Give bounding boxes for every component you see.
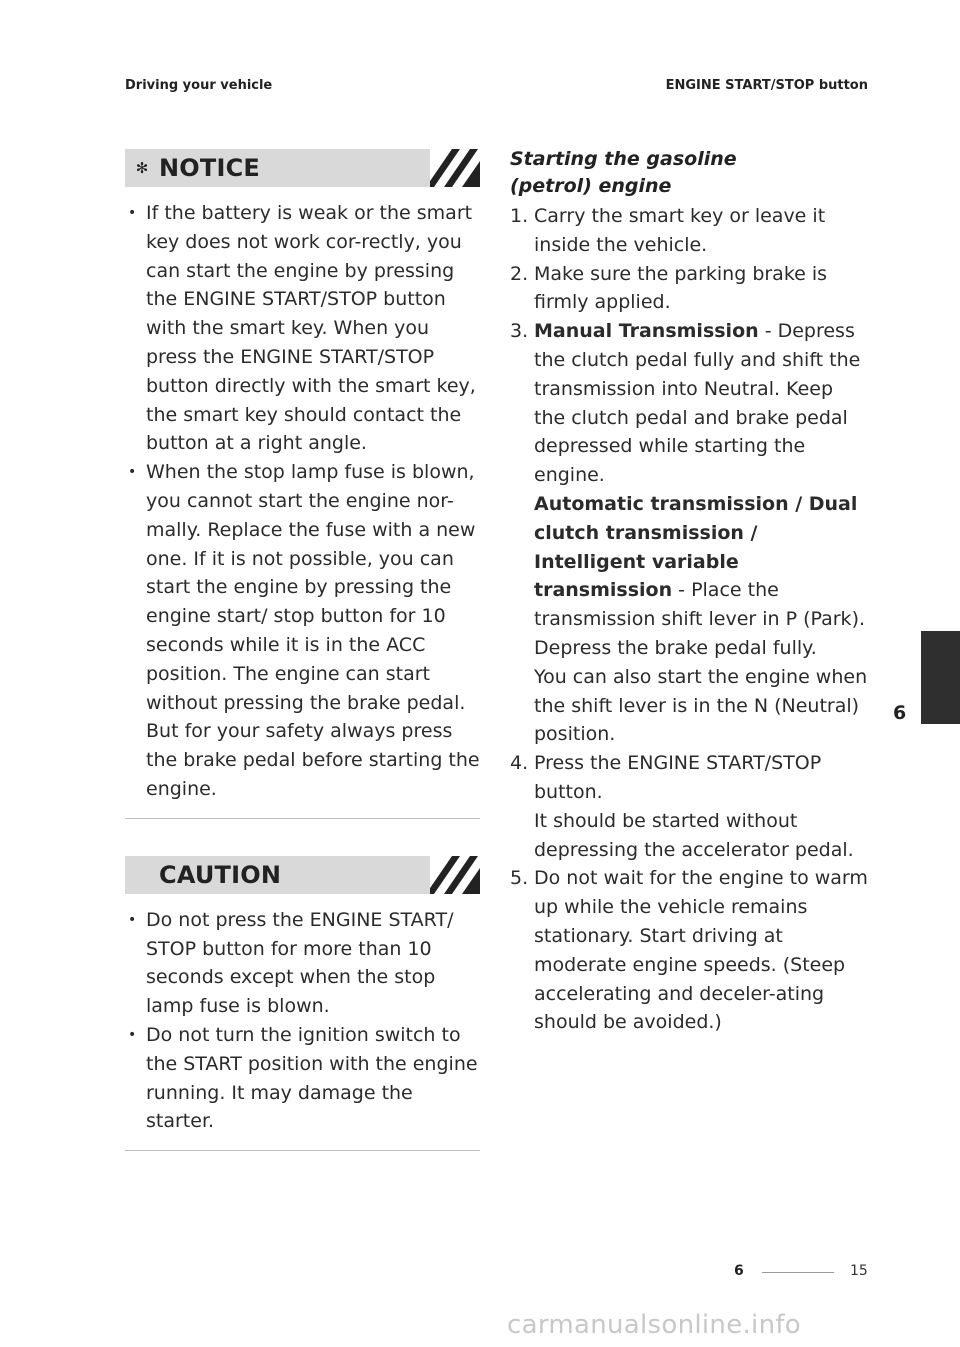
step-item: 1. Carry the smart key or leave it inside the vehicle. (510, 205, 826, 256)
banner-stripes (430, 149, 480, 187)
watermark: carmanualsonline.info (507, 1310, 802, 1340)
running-header-topic: ENGINE START/STOP button (665, 78, 868, 93)
running-header-section: Driving your vehicle (125, 78, 273, 93)
footer-divider (762, 1272, 834, 1273)
chapter-tab (921, 631, 960, 724)
banner-stripes (430, 856, 480, 894)
notice-title: NOTICE (159, 154, 260, 182)
caution-list (125, 906, 480, 1136)
caution-box (125, 856, 480, 1151)
list-item: • Do not turn the ignition switch to the START position with the engine running. It may damage the starter. (128, 1023, 478, 1133)
notice-banner (125, 149, 480, 187)
step-item: 5. Do not wait for the engine to warm up while the vehicle remains stationary. Start driving at moderate engine speeds. (Steep accelerating and deceler-ating should be avoided.) (510, 867, 868, 1034)
list-item: • When the stop lamp fuse is blown, you cannot start the engine nor-mally. Replace the fuse with a new one. If it is not possible, you can start the engine by pressing the engine start/ stop button for 10 seconds while it is in the ACC position. The engine can start without pressing the brake pedal. But for your safety always press the brake pedal before starting the engine. (128, 461, 480, 800)
step-item: 2. Make sure the parking brake is firmly applied. (510, 262, 828, 314)
caution-title: CAUTION (159, 860, 282, 889)
left-column (125, 149, 480, 1151)
asterisk-icon: ✻ (135, 159, 149, 177)
footer-chapter: 6 (734, 1263, 744, 1279)
caution-banner (125, 856, 480, 894)
step-item: 3. Manual Transmission - Depress the clutch pedal fully and shift the transmission into Neutral. Keep the clutch pedal and brake pedal depressed while starting the engine. Automatic transmission / Dual clutch transmission / Intelligent variable transmission - Place the transmission shift lever in P (Park). Depress the brake pedal fully. You can also start the engine when the shift lever is in the N (Neutral) position. (510, 320, 868, 746)
chapter-tab-number: 6 (893, 702, 907, 724)
footer-page-number: 15 (850, 1263, 868, 1279)
list-item: • Do not press the ENGINE START/ STOP button for more than 10 seconds except when the stop lamp fuse is blown. (128, 908, 454, 1018)
notice-divider (125, 818, 480, 819)
right-column (510, 146, 870, 1037)
section-title: Starting the gasoline (petrol) engine (510, 148, 737, 197)
notice-list (125, 199, 480, 804)
caution-divider (125, 1150, 480, 1151)
steps-list (510, 202, 870, 1037)
list-item: • If the battery is weak or the smart key does not work cor-rectly, you can start the engine by pressing the ENGINE START/STOP button with the smart key. When you press the ENGINE START/STOP button directly with the smart key, the smart key should contact the button at a right angle. (128, 202, 476, 455)
step-item: 4. Press the ENGINE START/STOP button. It should be started without depressing the accelerator pedal. (510, 752, 854, 861)
